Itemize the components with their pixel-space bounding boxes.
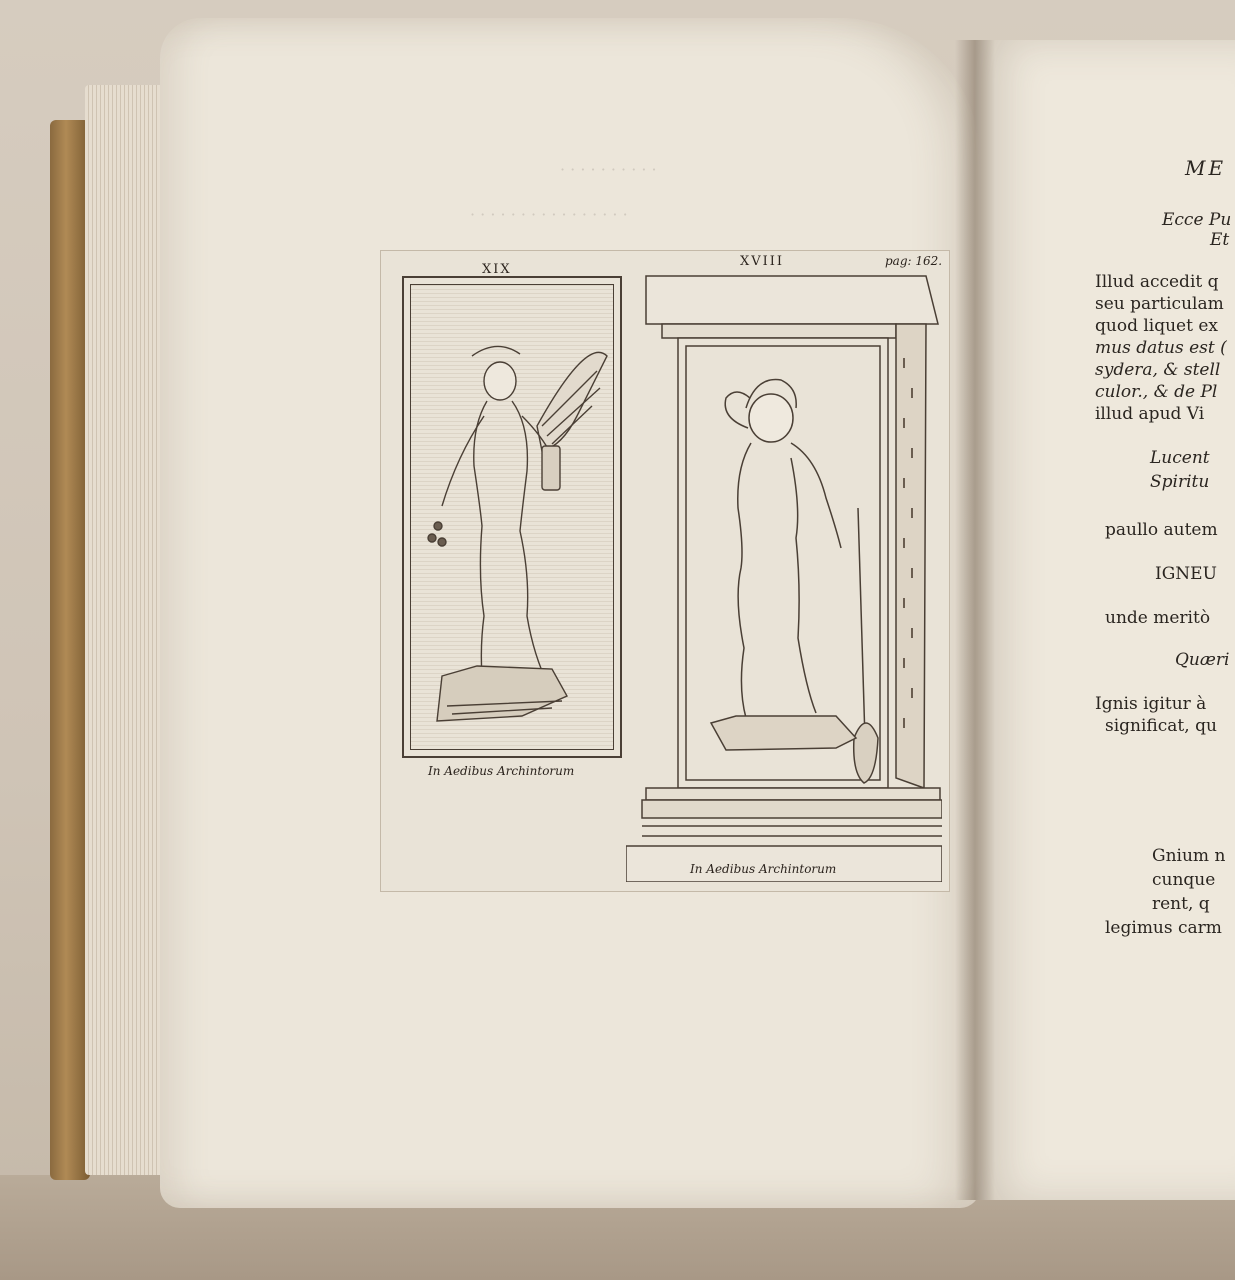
- winged-cupid-engraving: [402, 276, 622, 758]
- text-line: illud apud Vi: [1095, 404, 1205, 424]
- text-line: quod liquet ex: [1095, 316, 1219, 336]
- plate-page-mark: pag: 162.: [885, 254, 943, 268]
- text-line: unde meritò: [1105, 608, 1211, 628]
- bleed-through-text: · · · · · · · · · ·: [560, 160, 657, 179]
- text-line: Spiritu: [1150, 472, 1210, 492]
- text-line: paullo autem: [1105, 520, 1218, 540]
- text-line: Quæri: [1175, 650, 1230, 670]
- text-line: significat, qu: [1105, 716, 1217, 736]
- text-line: Ignis igitur à: [1095, 694, 1207, 714]
- text-line: rent, q: [1152, 894, 1210, 914]
- text-line: culor., & de Pl: [1095, 382, 1218, 402]
- figure-number-left: XIX: [482, 262, 512, 277]
- text-line: Gnium n: [1152, 846, 1226, 866]
- bleed-through-text: · · · · · · · · · · · · · · · ·: [470, 205, 628, 224]
- text-line: IGNEU: [1155, 564, 1217, 584]
- text-line: seu particulam: [1095, 294, 1224, 314]
- text-line: Et: [1210, 230, 1230, 250]
- pedestal-putto-engraving: [626, 268, 942, 882]
- book-spine: [50, 120, 90, 1180]
- text-line: mus datus est (: [1095, 338, 1227, 358]
- text-line: Ecce Pu: [1162, 210, 1232, 230]
- caption-right: In Aedibus Archintorum: [690, 862, 837, 876]
- caption-left: In Aedibus Archintorum: [428, 764, 575, 778]
- text-line: Lucent: [1150, 448, 1210, 468]
- figure-number-right: XVIII: [740, 254, 785, 269]
- right-page-header: ME: [1185, 156, 1227, 180]
- text-line: legimus carm: [1105, 918, 1222, 938]
- book-gutter: [955, 40, 995, 1200]
- text-line: cunque: [1152, 870, 1216, 890]
- text-line: sydera, & stell: [1095, 360, 1221, 380]
- text-line: Illud accedit q: [1095, 272, 1219, 292]
